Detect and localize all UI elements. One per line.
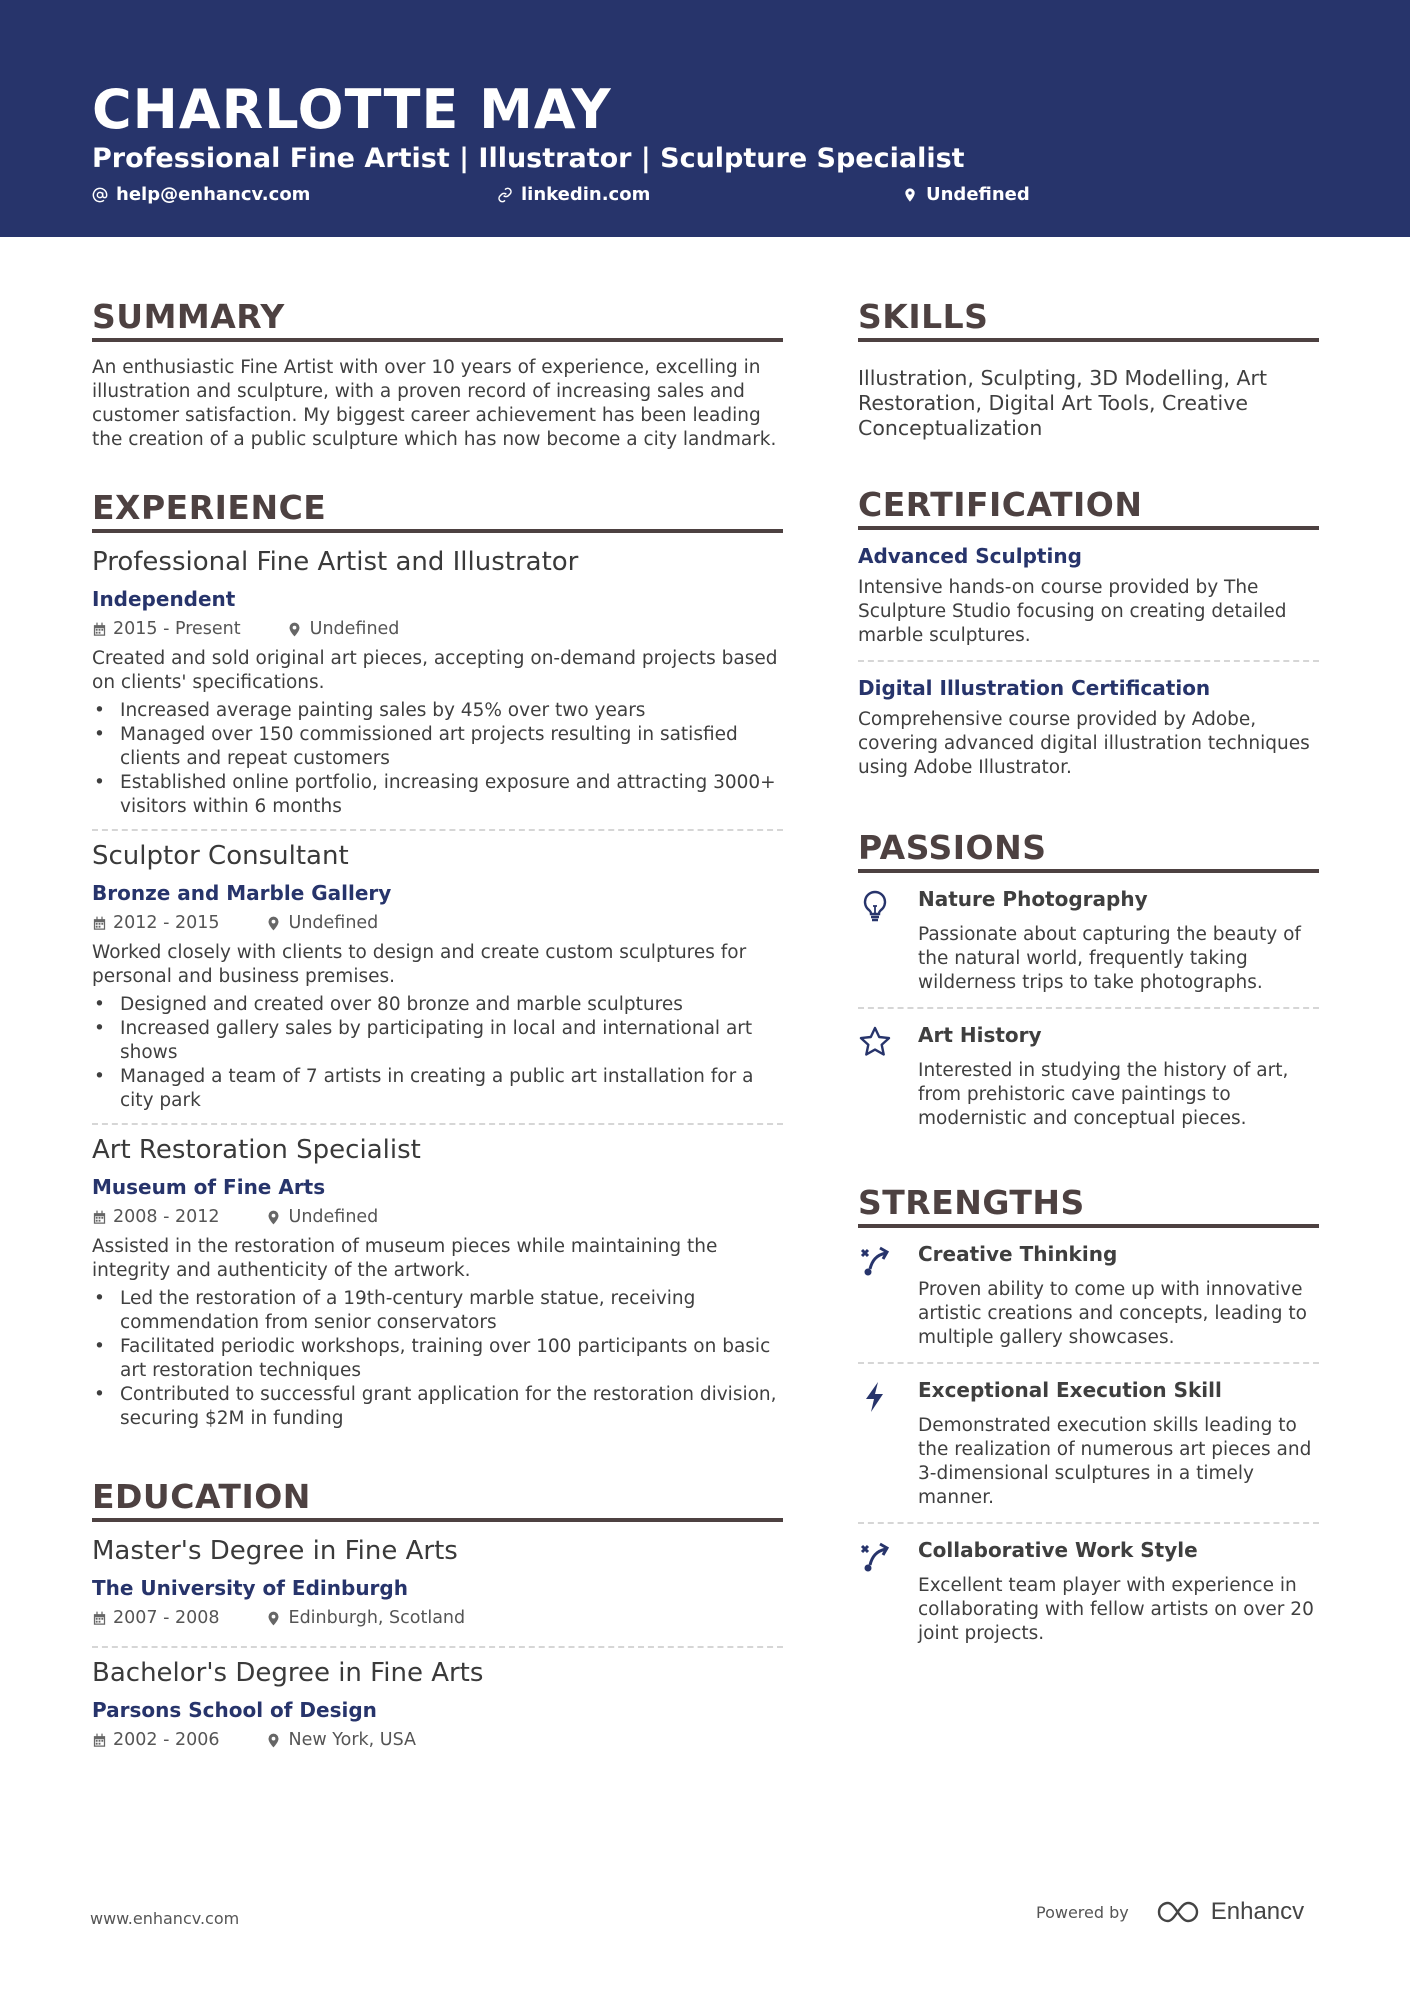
certification-entry bbox=[858, 530, 1319, 662]
achievement-item: • Increased gallery sales by participating in local and international art shows bbox=[92, 1017, 783, 1065]
strategy-icon bbox=[858, 1538, 918, 1646]
strength-text: Proven ability to come up with innovative artistic creations and concepts, leading to multiple gallery showcases. bbox=[918, 1279, 1307, 1348]
strength-text: Excellent team player with experience in collaborating with fellow artists on over 20 joint projects. bbox=[918, 1575, 1314, 1644]
achievement-item: • Managed a team of 7 artists in creating a public art installation for a city park bbox=[92, 1065, 783, 1113]
passion-title: Art History bbox=[918, 1023, 1042, 1047]
strength-text: Demonstrated execution skills leading to the realization of numerous art pieces and 3-dimensional sculptures in a timely manner. bbox=[918, 1415, 1312, 1508]
certification-title: Advanced Sculpting bbox=[858, 544, 1082, 568]
certification-text: Intensive hands-on course provided by The Sculpture Studio focusing on creating detailed marble sculptures. bbox=[858, 577, 1287, 646]
strength-body bbox=[918, 1538, 1319, 1646]
strength-entry bbox=[858, 1228, 1319, 1364]
summary-title: SUMMARY bbox=[92, 297, 783, 342]
footer-website[interactable]: www.enhancv.com bbox=[90, 1909, 240, 1928]
entry-location bbox=[287, 619, 400, 639]
strength-title: Creative Thinking bbox=[918, 1242, 1118, 1266]
candidate-headline: Professional Fine Artist | Illustrator | Sculpture Specialist bbox=[92, 143, 965, 174]
link-icon bbox=[497, 187, 513, 203]
job-description: Worked closely with clients to design and create custom sculptures for personal and business premises. bbox=[92, 942, 747, 987]
entry-dates: 2008 - 2012 bbox=[113, 1207, 220, 1227]
company-name: Museum of Fine Arts bbox=[92, 1175, 326, 1199]
star-icon bbox=[858, 1023, 918, 1131]
achievement-item: • Designed and created over 80 bronze and marble sculptures bbox=[92, 993, 783, 1017]
education-entry bbox=[92, 1522, 783, 1648]
footer-branding bbox=[1036, 1898, 1304, 1926]
entry-meta bbox=[92, 619, 783, 639]
school-name: The University of Edinburgh bbox=[92, 1576, 408, 1600]
at-icon bbox=[92, 187, 108, 203]
summary-text: An enthusiastic Fine Artist with over 10 years of experience, excelling in illustration and sculpture, with a proven record of increasing sales and customer satisfaction. My biggest career achievement has been leading the creation of a public sculpture which has now become a city landmark. bbox=[92, 357, 777, 450]
entry-meta bbox=[92, 1207, 783, 1227]
strategy-icon bbox=[858, 1242, 918, 1350]
entry-location-text: Undefined bbox=[288, 913, 379, 933]
achievement-item: • Facilitated periodic workshops, training over 100 participants on basic art restoration techniques bbox=[92, 1335, 783, 1383]
strengths-section bbox=[858, 1183, 1319, 1658]
calendar-icon bbox=[92, 1733, 107, 1748]
lightbulb-icon bbox=[858, 887, 918, 995]
entry-dates: 2015 - Present bbox=[113, 619, 241, 639]
job-title: Professional Fine Artist and Illustrator bbox=[92, 547, 579, 577]
powered-by-text: Powered by bbox=[1036, 1902, 1129, 1922]
location-pin-icon bbox=[266, 1611, 281, 1626]
contact-location-text: Undefined bbox=[926, 184, 1030, 205]
entry-meta bbox=[92, 1730, 783, 1750]
experience-entry bbox=[92, 533, 783, 831]
strengths-list bbox=[858, 1228, 1319, 1658]
location-pin-icon bbox=[287, 622, 302, 637]
passion-body bbox=[918, 887, 1319, 995]
degree-title: Bachelor's Degree in Fine Arts bbox=[92, 1658, 484, 1688]
passion-entry bbox=[858, 1009, 1319, 1143]
experience-section bbox=[92, 488, 783, 1441]
company-name: Bronze and Marble Gallery bbox=[92, 881, 392, 905]
certification-text: Comprehensive course provided by Adobe, covering advanced digital illustration techniques using Adobe Illustrator. bbox=[858, 709, 1310, 778]
passion-title: Nature Photography bbox=[918, 887, 1148, 911]
school-name: Parsons School of Design bbox=[92, 1698, 377, 1722]
experience-entry bbox=[92, 1125, 783, 1441]
left-column bbox=[92, 297, 783, 1804]
experience-list bbox=[92, 533, 783, 1441]
resume-header bbox=[0, 0, 1410, 237]
passion-text: Interested in studying the history of art, from prehistoric cave paintings to modernistic and conceptual pieces. bbox=[918, 1060, 1289, 1129]
strength-entry bbox=[858, 1364, 1319, 1524]
calendar-icon bbox=[92, 1210, 107, 1225]
certification-title: Digital Illustration Certification bbox=[858, 676, 1211, 700]
achievement-list bbox=[92, 699, 783, 819]
education-entry bbox=[92, 1648, 783, 1768]
entry-location bbox=[266, 913, 379, 933]
skills-text: Illustration, Sculpting, 3D Modelling, Art Restoration, Digital Art Tools, Creative Conceptualization bbox=[858, 366, 1268, 440]
achievement-item: • Led the restoration of a 19th-century marble statue, receiving commendation from senior conservators bbox=[92, 1287, 783, 1335]
location-pin-icon bbox=[266, 1210, 281, 1225]
education-list bbox=[92, 1522, 783, 1768]
entry-meta bbox=[92, 913, 783, 933]
strength-body bbox=[918, 1242, 1319, 1350]
enhancv-logo[interactable] bbox=[1155, 1898, 1304, 1926]
certification-list bbox=[858, 530, 1319, 792]
achievement-item: • Managed over 150 commissioned art projects resulting in satisfied clients and repeat customers bbox=[92, 723, 783, 771]
strength-body bbox=[918, 1378, 1319, 1510]
contact-email[interactable] bbox=[92, 184, 310, 205]
contact-linkedin-text: linkedin.com bbox=[521, 184, 651, 205]
passions-title: PASSIONS bbox=[858, 828, 1319, 873]
achievement-list bbox=[92, 993, 783, 1113]
entry-location-text: Undefined bbox=[288, 1207, 379, 1227]
education-section bbox=[92, 1477, 783, 1768]
candidate-name: CHARLOTTE MAY bbox=[92, 78, 612, 141]
achievement-item: • Contributed to successful grant application for the restoration division, securing $2M in funding bbox=[92, 1383, 783, 1431]
achievement-item: • Increased average painting sales by 45% over two years bbox=[92, 699, 783, 723]
lightning-icon bbox=[858, 1378, 918, 1510]
company-name: Independent bbox=[92, 587, 236, 611]
certification-entry bbox=[858, 662, 1319, 792]
achievement-item: • Established online portfolio, increasing exposure and attracting 3000+ visitors within 6 months bbox=[92, 771, 783, 819]
entry-meta bbox=[92, 1608, 783, 1628]
location-pin-icon bbox=[902, 187, 918, 203]
passion-body bbox=[918, 1023, 1319, 1131]
strength-title: Collaborative Work Style bbox=[918, 1538, 1198, 1562]
contact-location bbox=[902, 184, 1030, 205]
enhancv-logo-text: Enhancv bbox=[1210, 1898, 1305, 1925]
entry-location-text: New York, USA bbox=[288, 1730, 416, 1750]
entry-dates: 2002 - 2006 bbox=[113, 1730, 220, 1750]
passion-text: Passionate about capturing the beauty of the natural world, frequently taking wilderness trips to take photographs. bbox=[918, 924, 1301, 993]
passions-section bbox=[858, 828, 1319, 1143]
entry-dates: 2007 - 2008 bbox=[113, 1608, 220, 1628]
strengths-title: STRENGTHS bbox=[858, 1183, 1319, 1228]
entry-location bbox=[266, 1730, 416, 1750]
skills-section bbox=[858, 297, 1319, 441]
achievement-list bbox=[92, 1287, 783, 1431]
strength-entry bbox=[858, 1524, 1319, 1658]
experience-entry bbox=[92, 831, 783, 1125]
certification-section bbox=[858, 485, 1319, 792]
experience-title: EXPERIENCE bbox=[92, 488, 783, 533]
job-title: Art Restoration Specialist bbox=[92, 1135, 421, 1165]
contact-linkedin[interactable] bbox=[497, 184, 650, 205]
summary-section bbox=[92, 297, 783, 452]
job-title: Sculptor Consultant bbox=[92, 841, 349, 871]
entry-location bbox=[266, 1608, 466, 1628]
enhancv-logo-icon bbox=[1155, 1899, 1203, 1925]
certification-title: CERTIFICATION bbox=[858, 485, 1319, 530]
education-title: EDUCATION bbox=[92, 1477, 783, 1522]
entry-location bbox=[266, 1207, 379, 1227]
degree-title: Master's Degree in Fine Arts bbox=[92, 1536, 458, 1566]
skills-title: SKILLS bbox=[858, 297, 1319, 342]
contact-email-text: help@enhancv.com bbox=[116, 184, 311, 205]
calendar-icon bbox=[92, 1611, 107, 1626]
passions-list bbox=[858, 873, 1319, 1143]
calendar-icon bbox=[92, 916, 107, 931]
entry-location-text: Undefined bbox=[309, 619, 400, 639]
strength-title: Exceptional Execution Skill bbox=[918, 1378, 1222, 1402]
entry-location-text: Edinburgh, Scotland bbox=[288, 1608, 466, 1628]
location-pin-icon bbox=[266, 1733, 281, 1748]
calendar-icon bbox=[92, 622, 107, 637]
passion-entry bbox=[858, 873, 1319, 1009]
entry-dates: 2012 - 2015 bbox=[113, 913, 220, 933]
job-description: Created and sold original art pieces, accepting on-demand projects based on clients' specifications. bbox=[92, 648, 778, 693]
location-pin-icon bbox=[266, 916, 281, 931]
job-description: Assisted in the restoration of museum pieces while maintaining the integrity and authenticity of the artwork. bbox=[92, 1236, 718, 1281]
right-column bbox=[858, 297, 1319, 1694]
